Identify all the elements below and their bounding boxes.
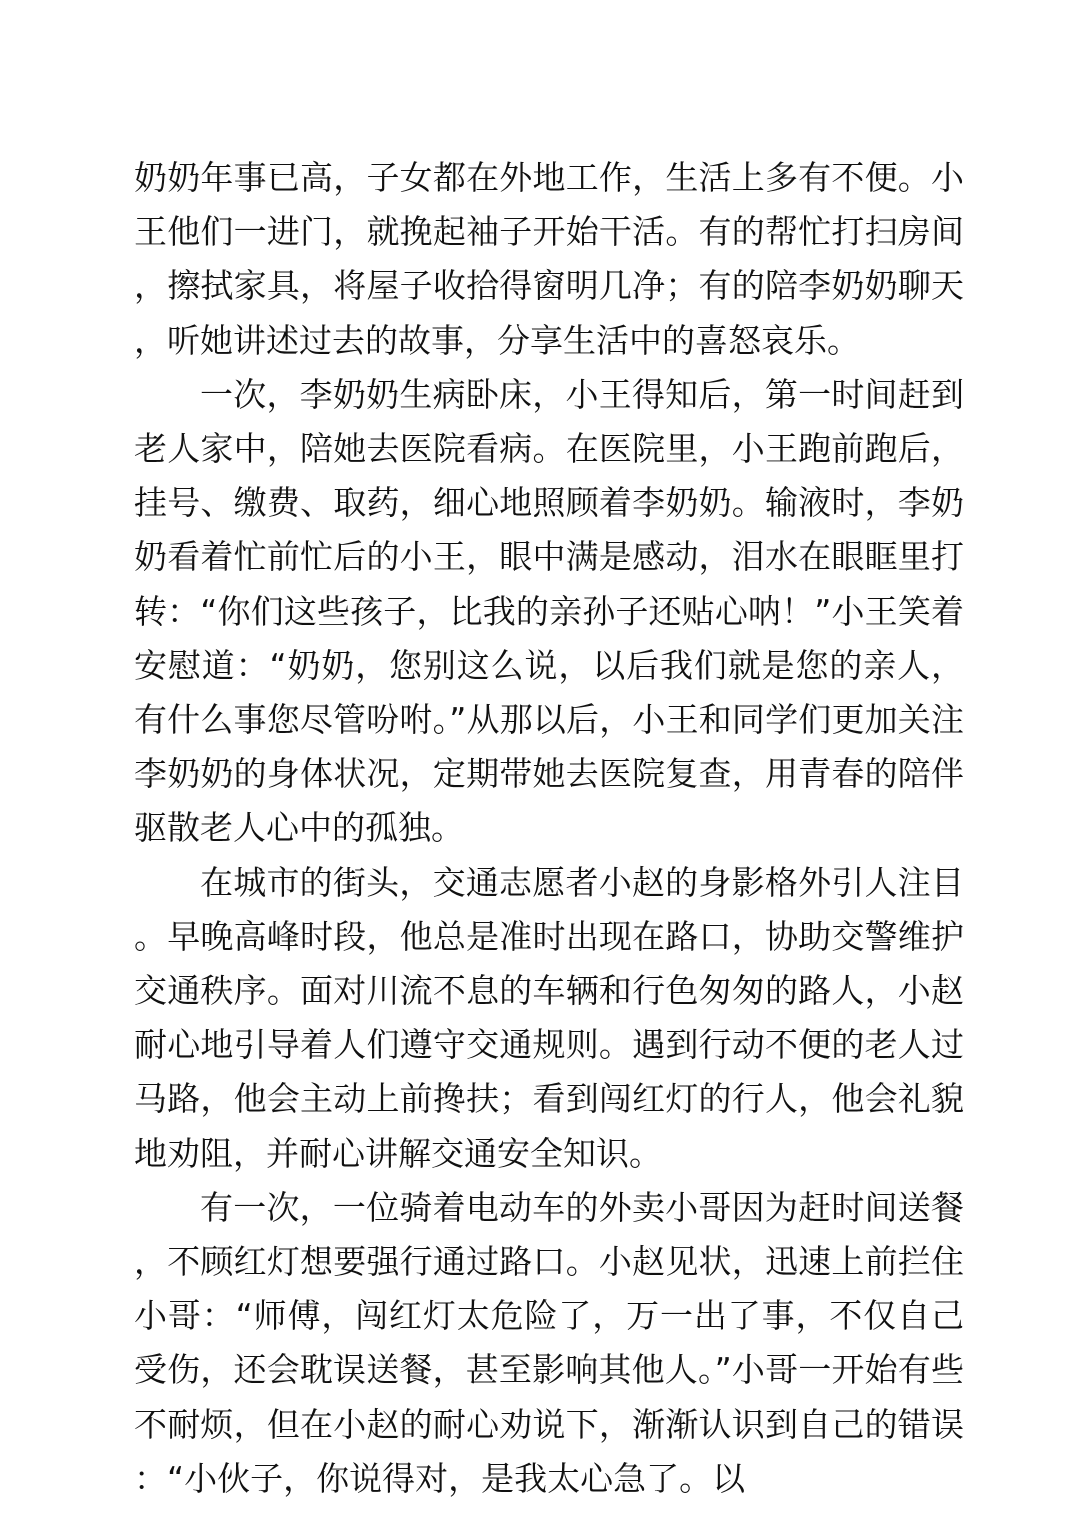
- document-body: [134, 151, 964, 1506]
- paragraph-traffic-volunteer: 在城市的街头，交通志愿者小赵的身影格外引人注目。早晚高峰时段，他总是准时出现在路口，协助交警维护交通秩序。面对川流不息的车辆和行色匆匆的路人，小赵耐心地引导着人们遵守交通规则。遇到行动不便的老人过马路，他会主动上前搀扶；看到闯红灯的行人，他会礼貌地劝阻，并耐心讲解交通安全知识。: [134, 862, 964, 1173]
- paragraph-delivery-rider: 有一次，一位骑着电动车的外卖小哥因为赶时间送餐，不顾红灯想要强行通过路口。小赵见状，迅速上前拦住小哥：“师傅，闯红灯太危险了，万一出了事，不仅自己受伤，还会耽误送餐，甚至影响其他人。”小哥一开始有些不耐烦，但在小赵的耐心劝说下，渐渐认识到自己的错误：“小伙子，你说得对，是我太心急了。以: [134, 1187, 964, 1498]
- paragraph-grandma-illness: 一次，李奶奶生病卧床，小王得知后，第一时间赶到老人家中，陪她去医院看病。在医院里，小王跑前跑后，挂号、缴费、取药，细心地照顾着李奶奶。输液时，李奶奶看着忙前忙后的小王，眼中满是感动，泪水在眼眶里打转：“你们这些孩子，比我的亲孙子还贴心呐！”小王笑着安慰道：“奶奶，您别这么说，以后我们就是您的亲人，有什么事您尽管吩咐。”从那以后，小王和同学们更加关注李奶奶的身体状况，定期带她去医院复查，用青春的陪伴驱散老人心中的孤独。: [134, 374, 964, 848]
- paragraph-elderly-care-intro: 奶奶年事已高，子女都在外地工作，生活上多有不便。小王他们一进门，就挽起袖子开始干活。有的帮忙打扫房间，擦拭家具，将屋子收拾得窗明几净；有的陪李奶奶聊天，听她讲述过去的故事，分享生活中的喜怒哀乐。: [134, 158, 964, 360]
